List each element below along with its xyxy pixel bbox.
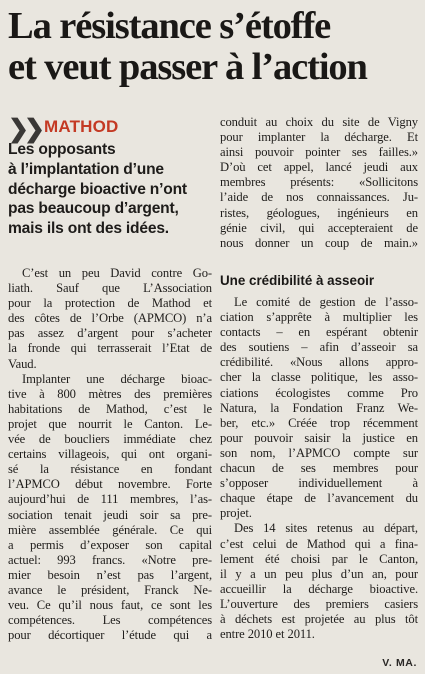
- deck-line: pas beaucoup d’argent,: [8, 200, 179, 218]
- body-line: L’ouverture des premiers casiers: [220, 596, 418, 611]
- body-line: s’opposer individuellement à: [220, 476, 418, 491]
- right-column-top: [220, 115, 418, 251]
- body-line: pour décortiquer l’étude qui a: [8, 628, 212, 643]
- body-line: ristes, géologues, ingénieurs en: [220, 205, 418, 220]
- body-line: Implanter une décharge bioac-: [22, 371, 212, 386]
- body-line: tive à 800 mètres des premières: [8, 386, 212, 401]
- body-line: veu. Ce qu’il nous faut, ce sont les: [8, 598, 212, 613]
- body-line: projet que nourrit le Canton. Le-: [8, 416, 212, 431]
- body-line: lement été choisi par le Canton,: [220, 551, 418, 566]
- deck-line: à l’implantation d’une: [8, 160, 164, 178]
- body-line: actuel: 993 francs. «Notre pre-: [8, 552, 212, 567]
- body-line: pas assez d’argent pour s’acheter: [8, 326, 212, 341]
- body-line: compétences. Les compétences: [8, 613, 212, 628]
- body-line: cher la classe politique, les asso-: [220, 370, 418, 385]
- body-line: la fronde qui terrasserait l’Etat de: [8, 341, 212, 356]
- body-line: des côtes de l’Orbe (APMCO) n’a: [8, 311, 212, 326]
- deck-line: Les opposants: [8, 141, 116, 158]
- body-line: génie civil, qui accepteraient de: [220, 220, 418, 235]
- deck-line: mais ils ont des idées.: [8, 220, 169, 238]
- subheading: Une crédibilité à asseoir: [220, 273, 375, 288]
- body-line: projet.: [220, 506, 252, 521]
- body-line: contacts – en espérant obtenir: [220, 325, 418, 340]
- body-line: conduit au choix du site de Vigny: [220, 115, 418, 129]
- body-line: aujourd’hui de 111 membres, l’as-: [8, 492, 212, 507]
- double-chevron-icon: ❯❯: [8, 115, 40, 143]
- body-line: entre 2010 et 2011.: [220, 627, 315, 642]
- deck: [8, 140, 214, 239]
- left-column: [8, 266, 212, 643]
- body-line: sé la résistance en fondant: [8, 462, 212, 477]
- body-line: ber, etc.» Créée trop récemment: [220, 415, 418, 430]
- body-line: sociation tenait jeudi soir sa pre-: [8, 507, 212, 522]
- body-line: ciations écologistes comme Pro: [220, 385, 418, 400]
- body-line: Le comité de gestion de l’asso-: [234, 295, 418, 309]
- kicker: MATHOD: [44, 117, 119, 136]
- body-line: membres présents: «Sollicitons: [220, 175, 418, 190]
- deck-line: décharge bioactive n’ont: [8, 180, 187, 198]
- body-line: D’où cet appel, lancé jeudi aux: [220, 160, 418, 175]
- body-line: habitations de Mathod, c’est le: [8, 401, 212, 416]
- body-line: pour pouvoir saisir la justice en: [220, 430, 418, 445]
- body-line: à déchets est projetée au plus tôt: [220, 611, 418, 626]
- body-line: ainsi pouvoir pointer ses failles.»: [220, 145, 418, 160]
- body-line: certains villageois, qui ont organi-: [8, 447, 212, 462]
- body-line: vée de boucliers immédiate chez: [8, 432, 212, 447]
- body-line: Des 14 sites retenus au départ,: [234, 521, 418, 536]
- body-line: il y a un peu plus d’un an, pour: [220, 566, 418, 581]
- body-line: nous donner un coup de main.»: [220, 235, 418, 250]
- body-line: ciation s’apprête à multiplier les: [220, 310, 418, 325]
- body-line: a permis d’exposer son capital: [8, 537, 212, 552]
- body-line: l’APMCO début novembre. Forte: [8, 477, 212, 492]
- body-line: l’aide de nos connaissances. Ju-: [220, 190, 418, 205]
- headline: [8, 6, 420, 88]
- body-line: mier besoin n’est pas l’argent,: [8, 567, 212, 582]
- body-line: crédibilité. «Nous allons appro-: [220, 355, 418, 370]
- body-line: chaque étape de l’avancement du: [220, 491, 418, 506]
- body-line: avance le président, Franck Ne-: [8, 582, 212, 597]
- body-line: mière assemblée générale. Ce qui: [8, 522, 212, 537]
- body-line: des soutiens – afin d’asseoir sa: [220, 340, 418, 355]
- right-column-bottom: [220, 295, 418, 642]
- body-line: chacun de ses membres pour: [220, 461, 418, 476]
- body-line: liath. Sauf que L’Association: [8, 281, 212, 296]
- body-line: pour la protection de Mathod et: [8, 296, 212, 311]
- body-line: accueillir la décharge bioactive.: [220, 581, 418, 596]
- body-line: Natura, la Fondation Franz We-: [220, 400, 418, 415]
- body-line: Vaud.: [8, 356, 37, 371]
- body-line: c’est celui de Mathod qui a fina-: [220, 536, 418, 551]
- byline: V. MA.: [382, 657, 417, 669]
- headline-line-1: La résistance s’étoffe: [8, 5, 331, 47]
- body-line: son nom, l’APMCO compte sur: [220, 445, 418, 460]
- body-line: pour implanter la décharge. Et: [220, 130, 418, 145]
- headline-line-2: et veut passer à l’action: [8, 46, 367, 88]
- body-line: C’est un peu David contre Go-: [22, 266, 212, 280]
